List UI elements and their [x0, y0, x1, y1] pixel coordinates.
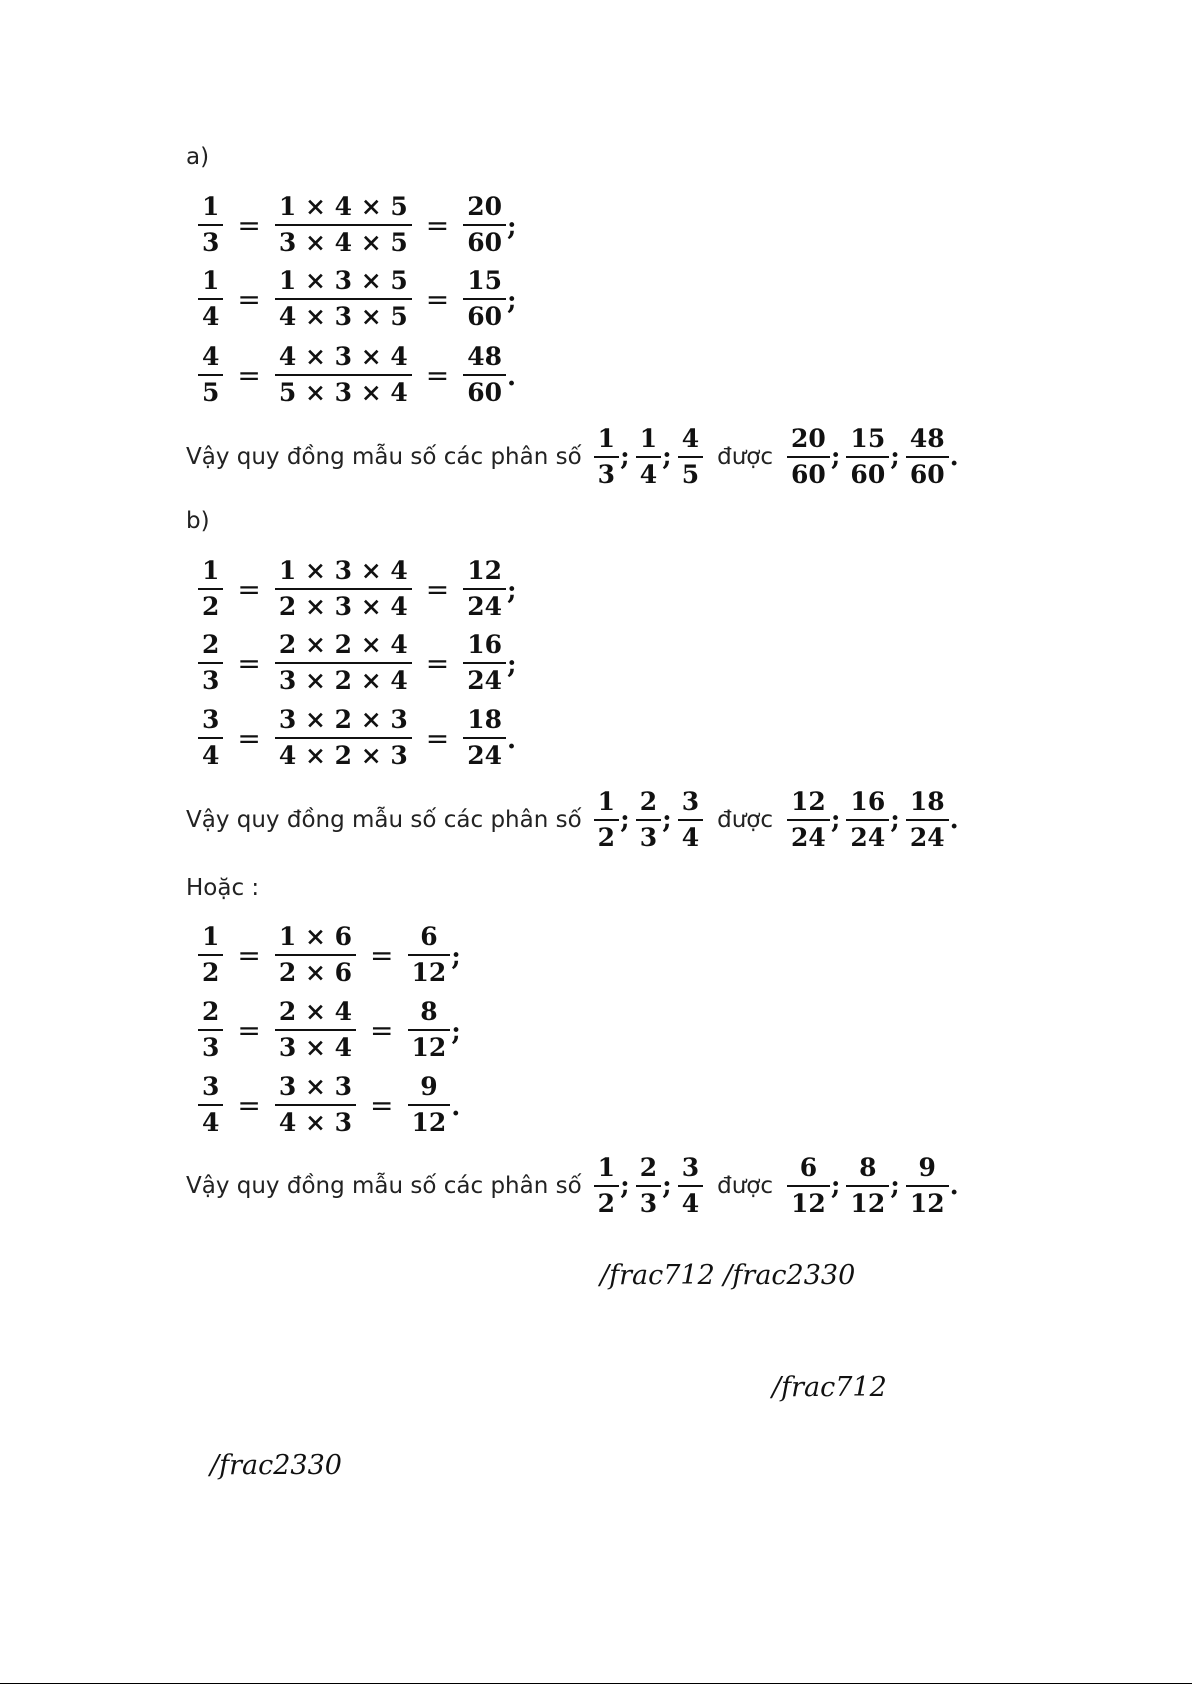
- summary-line: [186, 422, 965, 492]
- fraction-numerator: 1: [639, 424, 658, 453]
- equals-sign: =: [237, 358, 261, 392]
- fraction-numerator: 16: [850, 787, 886, 816]
- equation-row: [198, 1070, 460, 1140]
- fraction-numerator: 12: [467, 556, 503, 585]
- equation-row: [198, 190, 517, 260]
- punctuation: ;: [507, 212, 517, 242]
- separator: ;: [662, 805, 672, 835]
- fraction-numerator: 3: [202, 1072, 220, 1101]
- separator: ;: [830, 1171, 841, 1201]
- fraction-denominator: 60: [467, 378, 503, 407]
- punctuation: ;: [507, 286, 517, 316]
- fraction-denominator: 3: [202, 1033, 220, 1062]
- equals-sign: =: [425, 282, 450, 316]
- punctuation: .: [451, 1092, 461, 1122]
- punctuation: .: [507, 362, 517, 392]
- fraction: [275, 1073, 356, 1137]
- separator: ;: [830, 805, 841, 835]
- fraction-numerator: 1: [597, 787, 616, 816]
- fraction: [275, 343, 412, 407]
- fraction-denominator: 60: [791, 460, 826, 489]
- fraction-denominator: 12: [850, 1189, 886, 1218]
- fraction-numerator: 8: [859, 1153, 877, 1182]
- fraction-numerator: 1 × 3 × 4: [278, 556, 408, 585]
- fraction: [636, 425, 661, 489]
- fraction-numerator: 12: [791, 787, 826, 816]
- fraction-denominator: 3: [639, 823, 658, 852]
- equals-sign: =: [237, 1088, 261, 1122]
- fraction-denominator: 5 × 3 × 4: [278, 378, 408, 407]
- fraction: [198, 998, 223, 1062]
- fraction-numerator: 2: [202, 997, 220, 1026]
- fraction-denominator: 3 × 2 × 4: [278, 666, 408, 695]
- fraction-denominator: 60: [850, 460, 886, 489]
- fraction-numerator: 1: [202, 922, 220, 951]
- stray-latex-text: /frac2330: [210, 1450, 342, 1481]
- fraction-numerator: 9: [918, 1153, 936, 1182]
- fraction: [275, 193, 412, 257]
- fraction: [787, 1154, 830, 1218]
- fraction-denominator: 12: [411, 958, 447, 987]
- equals-sign: =: [237, 208, 261, 242]
- equation-row: [198, 703, 516, 773]
- fraction-numerator: 2: [639, 1153, 658, 1182]
- fraction: [463, 343, 506, 407]
- fraction: [275, 557, 412, 621]
- fraction-denominator: 12: [411, 1108, 447, 1137]
- fraction-denominator: 2: [202, 592, 220, 621]
- fraction-denominator: 12: [909, 1189, 945, 1218]
- fraction: [678, 788, 703, 852]
- fraction-numerator: 2 × 4: [278, 997, 353, 1026]
- fraction-denominator: 24: [909, 823, 945, 852]
- fraction-denominator: 4 × 2 × 3: [278, 741, 408, 770]
- punctuation: ;: [451, 1017, 461, 1047]
- equation-row: [198, 264, 517, 334]
- separator: ;: [620, 442, 630, 472]
- fraction: [463, 706, 506, 770]
- fraction-numerator: 18: [467, 705, 503, 734]
- punctuation: ;: [451, 942, 461, 972]
- fraction-denominator: 3 × 4: [278, 1033, 353, 1062]
- equals-sign: =: [237, 282, 261, 316]
- punctuation: ;: [507, 650, 517, 680]
- fraction-numerator: 3: [202, 705, 220, 734]
- fraction-denominator: 2: [597, 823, 616, 852]
- fraction-numerator: 15: [850, 424, 886, 453]
- fraction: [594, 788, 619, 852]
- fraction-denominator: 24: [467, 666, 503, 695]
- equals-sign: =: [237, 721, 261, 755]
- fraction-numerator: 1: [597, 1153, 616, 1182]
- stray-latex-text: /frac712: [772, 1372, 887, 1403]
- separator: ;: [890, 1171, 900, 1201]
- fraction-denominator: 2 × 3 × 4: [278, 592, 408, 621]
- punctuation: ;: [507, 576, 517, 606]
- summary-line: [186, 1151, 965, 1221]
- fraction-numerator: 1: [202, 192, 220, 221]
- summary-text: Vậy quy đồng mẫu số các phân số: [186, 807, 582, 833]
- equals-sign: =: [425, 572, 450, 606]
- fraction-denominator: 3: [202, 666, 220, 695]
- summary-line: [186, 785, 965, 855]
- fraction: [198, 631, 223, 695]
- section-label-a: a): [186, 144, 210, 170]
- page-bottom-rule: [0, 1683, 1192, 1684]
- fraction: [275, 267, 412, 331]
- fraction-denominator: 24: [467, 592, 503, 621]
- separator: ;: [620, 1171, 630, 1201]
- section-label-alt: Hoặc :: [186, 875, 260, 901]
- fraction: [906, 1154, 949, 1218]
- fraction-numerator: 1 × 4 × 5: [278, 192, 408, 221]
- fraction: [594, 1154, 619, 1218]
- equals-sign: =: [237, 572, 261, 606]
- fraction-numerator: 2 × 2 × 4: [278, 630, 408, 659]
- fraction-denominator: 3 × 4 × 5: [278, 228, 408, 257]
- fraction: [636, 1154, 661, 1218]
- fraction-numerator: 48: [467, 342, 503, 371]
- fraction-numerator: 3: [681, 787, 700, 816]
- fraction: [198, 923, 223, 987]
- fraction: [906, 425, 949, 489]
- fraction-denominator: 3: [597, 460, 616, 489]
- equation-row: [198, 554, 517, 624]
- equals-sign: =: [237, 938, 261, 972]
- fraction: [594, 425, 619, 489]
- fraction-denominator: 24: [850, 823, 886, 852]
- fraction-numerator: 1 × 3 × 5: [278, 266, 408, 295]
- fraction: [408, 1073, 451, 1137]
- separator: .: [949, 442, 959, 472]
- fraction-denominator: 4 × 3 × 5: [278, 302, 408, 331]
- fraction: [787, 788, 830, 852]
- fraction: [198, 1073, 223, 1137]
- fraction-numerator: 3: [681, 1153, 700, 1182]
- fraction-numerator: 1: [597, 424, 616, 453]
- equals-sign: =: [237, 1013, 261, 1047]
- fraction: [846, 1154, 889, 1218]
- fraction-numerator: 9: [420, 1072, 438, 1101]
- fraction-denominator: 4: [681, 1189, 700, 1218]
- fraction-denominator: 4: [202, 741, 220, 770]
- fraction-denominator: 4: [202, 302, 220, 331]
- equals-sign: =: [425, 646, 450, 680]
- separator: .: [949, 1171, 959, 1201]
- separator: ;: [830, 442, 841, 472]
- fraction-numerator: 20: [791, 424, 826, 453]
- fraction-numerator: 18: [909, 787, 945, 816]
- separator: ;: [662, 442, 672, 472]
- fraction: [463, 267, 506, 331]
- fraction: [846, 788, 889, 852]
- fraction-denominator: 2 × 6: [278, 958, 353, 987]
- fraction-numerator: 8: [420, 997, 438, 1026]
- fraction: [463, 193, 506, 257]
- fraction: [198, 343, 223, 407]
- equals-sign: =: [237, 646, 261, 680]
- fraction: [787, 425, 830, 489]
- fraction-denominator: 60: [467, 302, 503, 331]
- fraction-numerator: 1: [202, 266, 220, 295]
- fraction-denominator: 4 × 3: [278, 1108, 353, 1137]
- equation-row: [198, 628, 517, 698]
- section-label-b: b): [186, 508, 210, 534]
- fraction-numerator: 3 × 2 × 3: [278, 705, 408, 734]
- fraction-numerator: 4: [681, 424, 700, 453]
- fraction-numerator: 16: [467, 630, 503, 659]
- fraction-numerator: 6: [799, 1153, 818, 1182]
- fraction-denominator: 60: [909, 460, 945, 489]
- fraction: [463, 557, 506, 621]
- fraction: [198, 193, 223, 257]
- separator: ;: [890, 442, 900, 472]
- fraction-denominator: 24: [791, 823, 826, 852]
- fraction-denominator: 3: [639, 1189, 658, 1218]
- fraction-denominator: 2: [202, 958, 220, 987]
- fraction: [275, 923, 356, 987]
- punctuation: .: [507, 725, 517, 755]
- fraction-numerator: 15: [467, 266, 503, 295]
- fraction-denominator: 12: [791, 1189, 826, 1218]
- summary-text: Vậy quy đồng mẫu số các phân số: [186, 1173, 582, 1199]
- summary-text: được: [717, 444, 774, 470]
- fraction: [906, 788, 949, 852]
- equals-sign: =: [425, 208, 450, 242]
- fraction: [198, 267, 223, 331]
- fraction-denominator: 24: [467, 741, 503, 770]
- equals-sign: =: [425, 721, 450, 755]
- fraction-numerator: 48: [909, 424, 945, 453]
- equation-row: [198, 995, 461, 1065]
- fraction-numerator: 2: [202, 630, 220, 659]
- fraction-numerator: 1 × 6: [278, 922, 353, 951]
- separator: ;: [620, 805, 630, 835]
- separator: .: [949, 805, 959, 835]
- fraction-denominator: 5: [681, 460, 700, 489]
- equation-row: [198, 340, 516, 410]
- fraction-numerator: 4 × 3 × 4: [278, 342, 408, 371]
- fraction: [275, 998, 356, 1062]
- fraction: [198, 557, 223, 621]
- fraction: [678, 1154, 703, 1218]
- stray-latex-text: /frac712 /frac2330: [600, 1260, 856, 1291]
- equals-sign: =: [425, 358, 450, 392]
- fraction: [198, 706, 223, 770]
- fraction-numerator: 3 × 3: [278, 1072, 353, 1101]
- fraction-denominator: 12: [411, 1033, 447, 1062]
- separator: ;: [890, 805, 900, 835]
- fraction: [275, 631, 412, 695]
- fraction-numerator: 2: [639, 787, 658, 816]
- fraction-denominator: 3: [202, 228, 220, 257]
- fraction: [408, 998, 451, 1062]
- summary-text: được: [717, 1173, 774, 1199]
- fraction: [408, 923, 451, 987]
- fraction-numerator: 6: [420, 922, 438, 951]
- fraction-denominator: 2: [597, 1189, 616, 1218]
- fraction: [636, 788, 661, 852]
- fraction-denominator: 4: [202, 1108, 220, 1137]
- fraction: [463, 631, 506, 695]
- equals-sign: =: [370, 1088, 394, 1122]
- fraction-denominator: 4: [639, 460, 658, 489]
- fraction: [846, 425, 889, 489]
- fraction-denominator: 60: [467, 228, 503, 257]
- equals-sign: =: [370, 938, 394, 972]
- fraction-numerator: 1: [202, 556, 220, 585]
- fraction-denominator: 4: [681, 823, 700, 852]
- fraction-numerator: 4: [202, 342, 220, 371]
- fraction: [678, 425, 703, 489]
- separator: ;: [662, 1171, 672, 1201]
- equals-sign: =: [370, 1013, 394, 1047]
- fraction-numerator: 20: [467, 192, 503, 221]
- summary-text: được: [717, 807, 774, 833]
- fraction: [275, 706, 412, 770]
- equation-row: [198, 920, 461, 990]
- summary-text: Vậy quy đồng mẫu số các phân số: [186, 444, 582, 470]
- fraction-denominator: 5: [202, 378, 220, 407]
